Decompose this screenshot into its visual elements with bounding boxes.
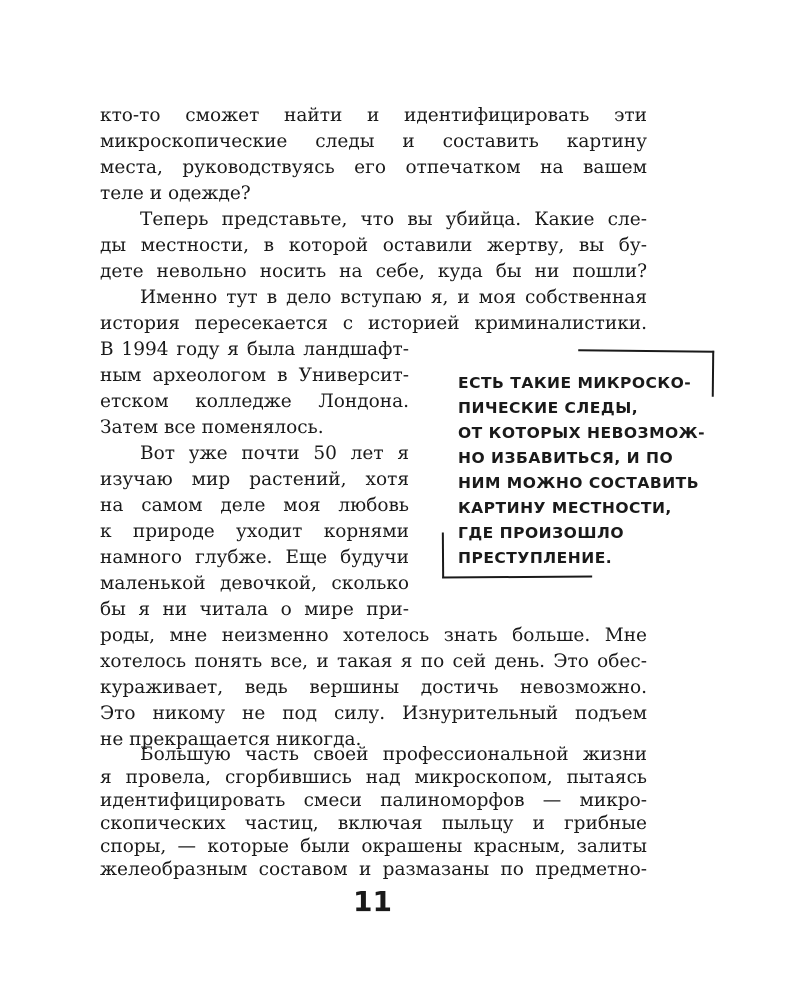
text-line: бы я ни читала о мире при- <box>100 599 409 620</box>
pull-quote <box>458 371 706 571</box>
text-line: ды местности, в которой оставили жертву, вы бу- <box>100 235 647 256</box>
text-line: етском колледже Лондона. <box>100 391 409 412</box>
text-line: маленькой девочкой, сколько <box>100 573 409 594</box>
pull-quote-line: КАРТИНУ МЕСТНОСТИ, <box>458 499 672 517</box>
pull-quote-line: ПРЕСТУПЛЕНИЕ. <box>458 549 613 567</box>
text-line: кто-то сможет найти и идентифицировать эти <box>100 105 647 126</box>
text-line: идентифицировать смеси палиноморфов — микро- <box>100 790 647 811</box>
text-line: роды, мне неизменно хотелось знать больше. Мне <box>100 625 647 646</box>
text-line: история пересекается с историей криминалистики. <box>100 313 647 334</box>
pull-quote-line: ПИЧЕСКИЕ СЛЕДЫ, <box>458 399 639 417</box>
text-line: микроскопические следы и составить картину <box>100 131 647 152</box>
page-number: 11 <box>353 885 392 918</box>
pull-quote-line: ЕСТЬ ТАКИЕ МИКРОСКО- <box>458 374 692 392</box>
text-line: на самом деле моя любовь <box>100 495 409 516</box>
text-line: дете невольно носить на себе, куда бы ни пошли? <box>100 261 647 282</box>
pull-quote-line: НО ИЗБАВИТЬСЯ, И ПО <box>458 449 674 467</box>
text-line: места, руководствуясь его отпечатком на вашем <box>100 157 647 178</box>
text-line: теле и одежде? <box>100 183 251 204</box>
pull-quote-line: ОТ КОТОРЫХ НЕВОЗМОЖ- <box>458 424 706 442</box>
text-line: Именно тут в дело вступаю я, и моя собственная <box>140 287 647 308</box>
text-line: скопических частиц, включая пыльцу и грибные <box>100 813 647 834</box>
text-line: Это никому не под силу. Изнурительный подъем <box>100 703 647 724</box>
text-line: я провела, сгорбившись над микроскопом, пытаясь <box>100 767 647 788</box>
text-line: Вот уже почти 50 лет я <box>140 443 409 464</box>
text-line: кураживает, ведь вершины достичь невозможно. <box>100 677 647 698</box>
text-line: Большую часть своей профессиональной жизни <box>140 744 647 765</box>
text-line: ным археологом в Университ- <box>100 365 409 386</box>
text-line: не прекращается никогда. <box>100 729 362 750</box>
pull-quote-line: НИМ МОЖНО СОСТАВИТЬ <box>458 474 700 492</box>
text-line: Теперь представьте, что вы убийца. Какие сле- <box>140 209 647 230</box>
text-line: изучаю мир растений, хотя <box>100 469 409 490</box>
text-line: споры, — которые были окрашены красным, залиты <box>100 836 647 857</box>
pull-quote-line: ГДЕ ПРОИЗОШЛО <box>458 524 625 542</box>
text-line: В 1994 году я была ландшафт- <box>100 339 409 360</box>
text-line: хотелось понять все, и такая я по сей день. Это обес- <box>100 651 647 672</box>
text-line: намного глубже. Еще будучи <box>100 547 409 568</box>
text-line: желеобразным составом и размазаны по предметно- <box>100 859 647 880</box>
text-line: Затем все поменялось. <box>100 417 324 438</box>
text-line: к природе уходит корнями <box>100 521 409 542</box>
